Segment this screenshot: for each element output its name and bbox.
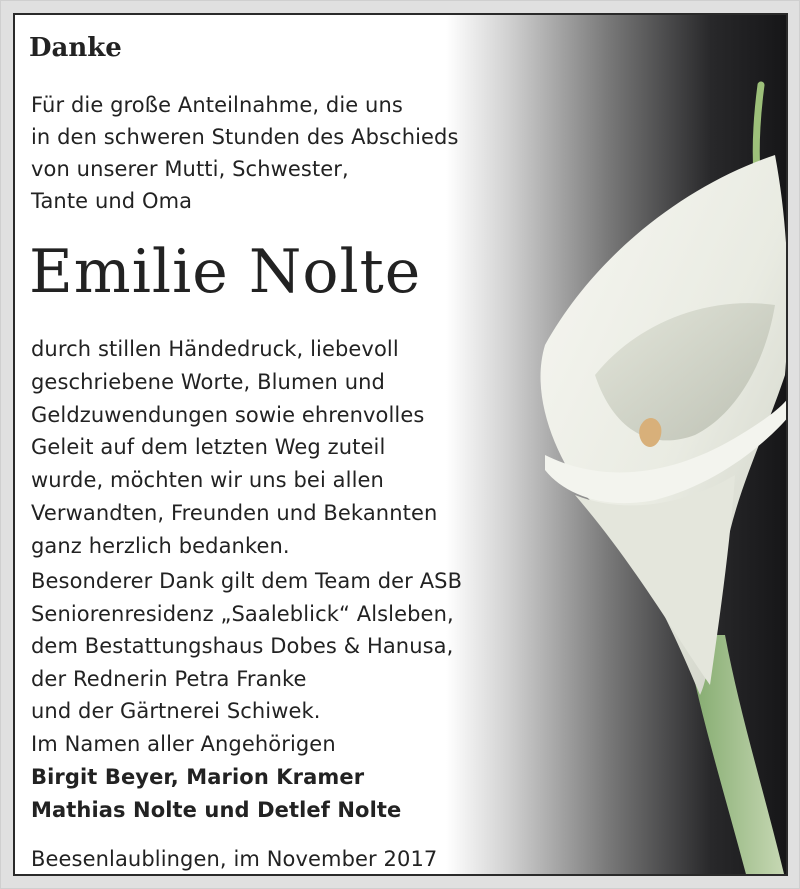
signature-names: Mathias Nolte und Detlef Nolte — [31, 798, 402, 822]
intro-line: in den schweren Stunden des Abschieds — [31, 125, 459, 149]
heading-danke: Danke — [29, 33, 122, 63]
special-thanks-line: und der Gärtnerei Schiwek. — [31, 699, 321, 724]
signature-block — [31, 728, 401, 827]
place-date-text: Beesenlaublingen, im November 2017 — [31, 847, 438, 871]
place-date — [31, 844, 437, 876]
special-thanks-line: der Rednerin Petra Franke — [31, 666, 307, 691]
thanks-line: Verwandten, Freunden und Bekannten — [31, 500, 438, 525]
thanks-paragraph — [31, 333, 437, 563]
special-thanks-line: Seniorenresidenz „Saaleblick“ Alsleben, — [31, 601, 454, 626]
thanks-line: ganz herzlich bedanken. — [31, 533, 290, 558]
signature-intro: Im Namen aller Angehörigen — [31, 732, 336, 756]
calla-lily-image — [485, 75, 788, 876]
special-thanks-line: dem Bestattungshaus Dobes & Hanusa, — [31, 634, 454, 659]
special-thanks-line: Besonderer Dank gilt dem Team der ASB — [31, 569, 463, 593]
intro-paragraph — [31, 89, 459, 217]
deceased-name: Emilie Nolte — [29, 237, 422, 307]
thanks-line: Geleit auf dem letzten Weg zuteil — [31, 435, 386, 460]
intro-line: Für die große Anteilnahme, die uns — [31, 93, 403, 117]
intro-line: von unserer Mutti, Schwester, — [31, 157, 349, 181]
thanks-line: durch stillen Händedruck, liebevoll — [31, 337, 399, 361]
special-thanks-paragraph — [31, 565, 462, 728]
thanks-line: Geldzuwendungen sowie ehrenvolles — [31, 402, 425, 427]
thanks-line: wurde, möchten wir uns bei allen — [31, 468, 384, 493]
signature-names: Birgit Beyer, Marion Kramer — [31, 765, 365, 789]
thanks-line: geschriebene Worte, Blumen und — [31, 369, 385, 394]
intro-line: Tante und Oma — [31, 189, 193, 213]
obituary-card — [13, 13, 788, 876]
